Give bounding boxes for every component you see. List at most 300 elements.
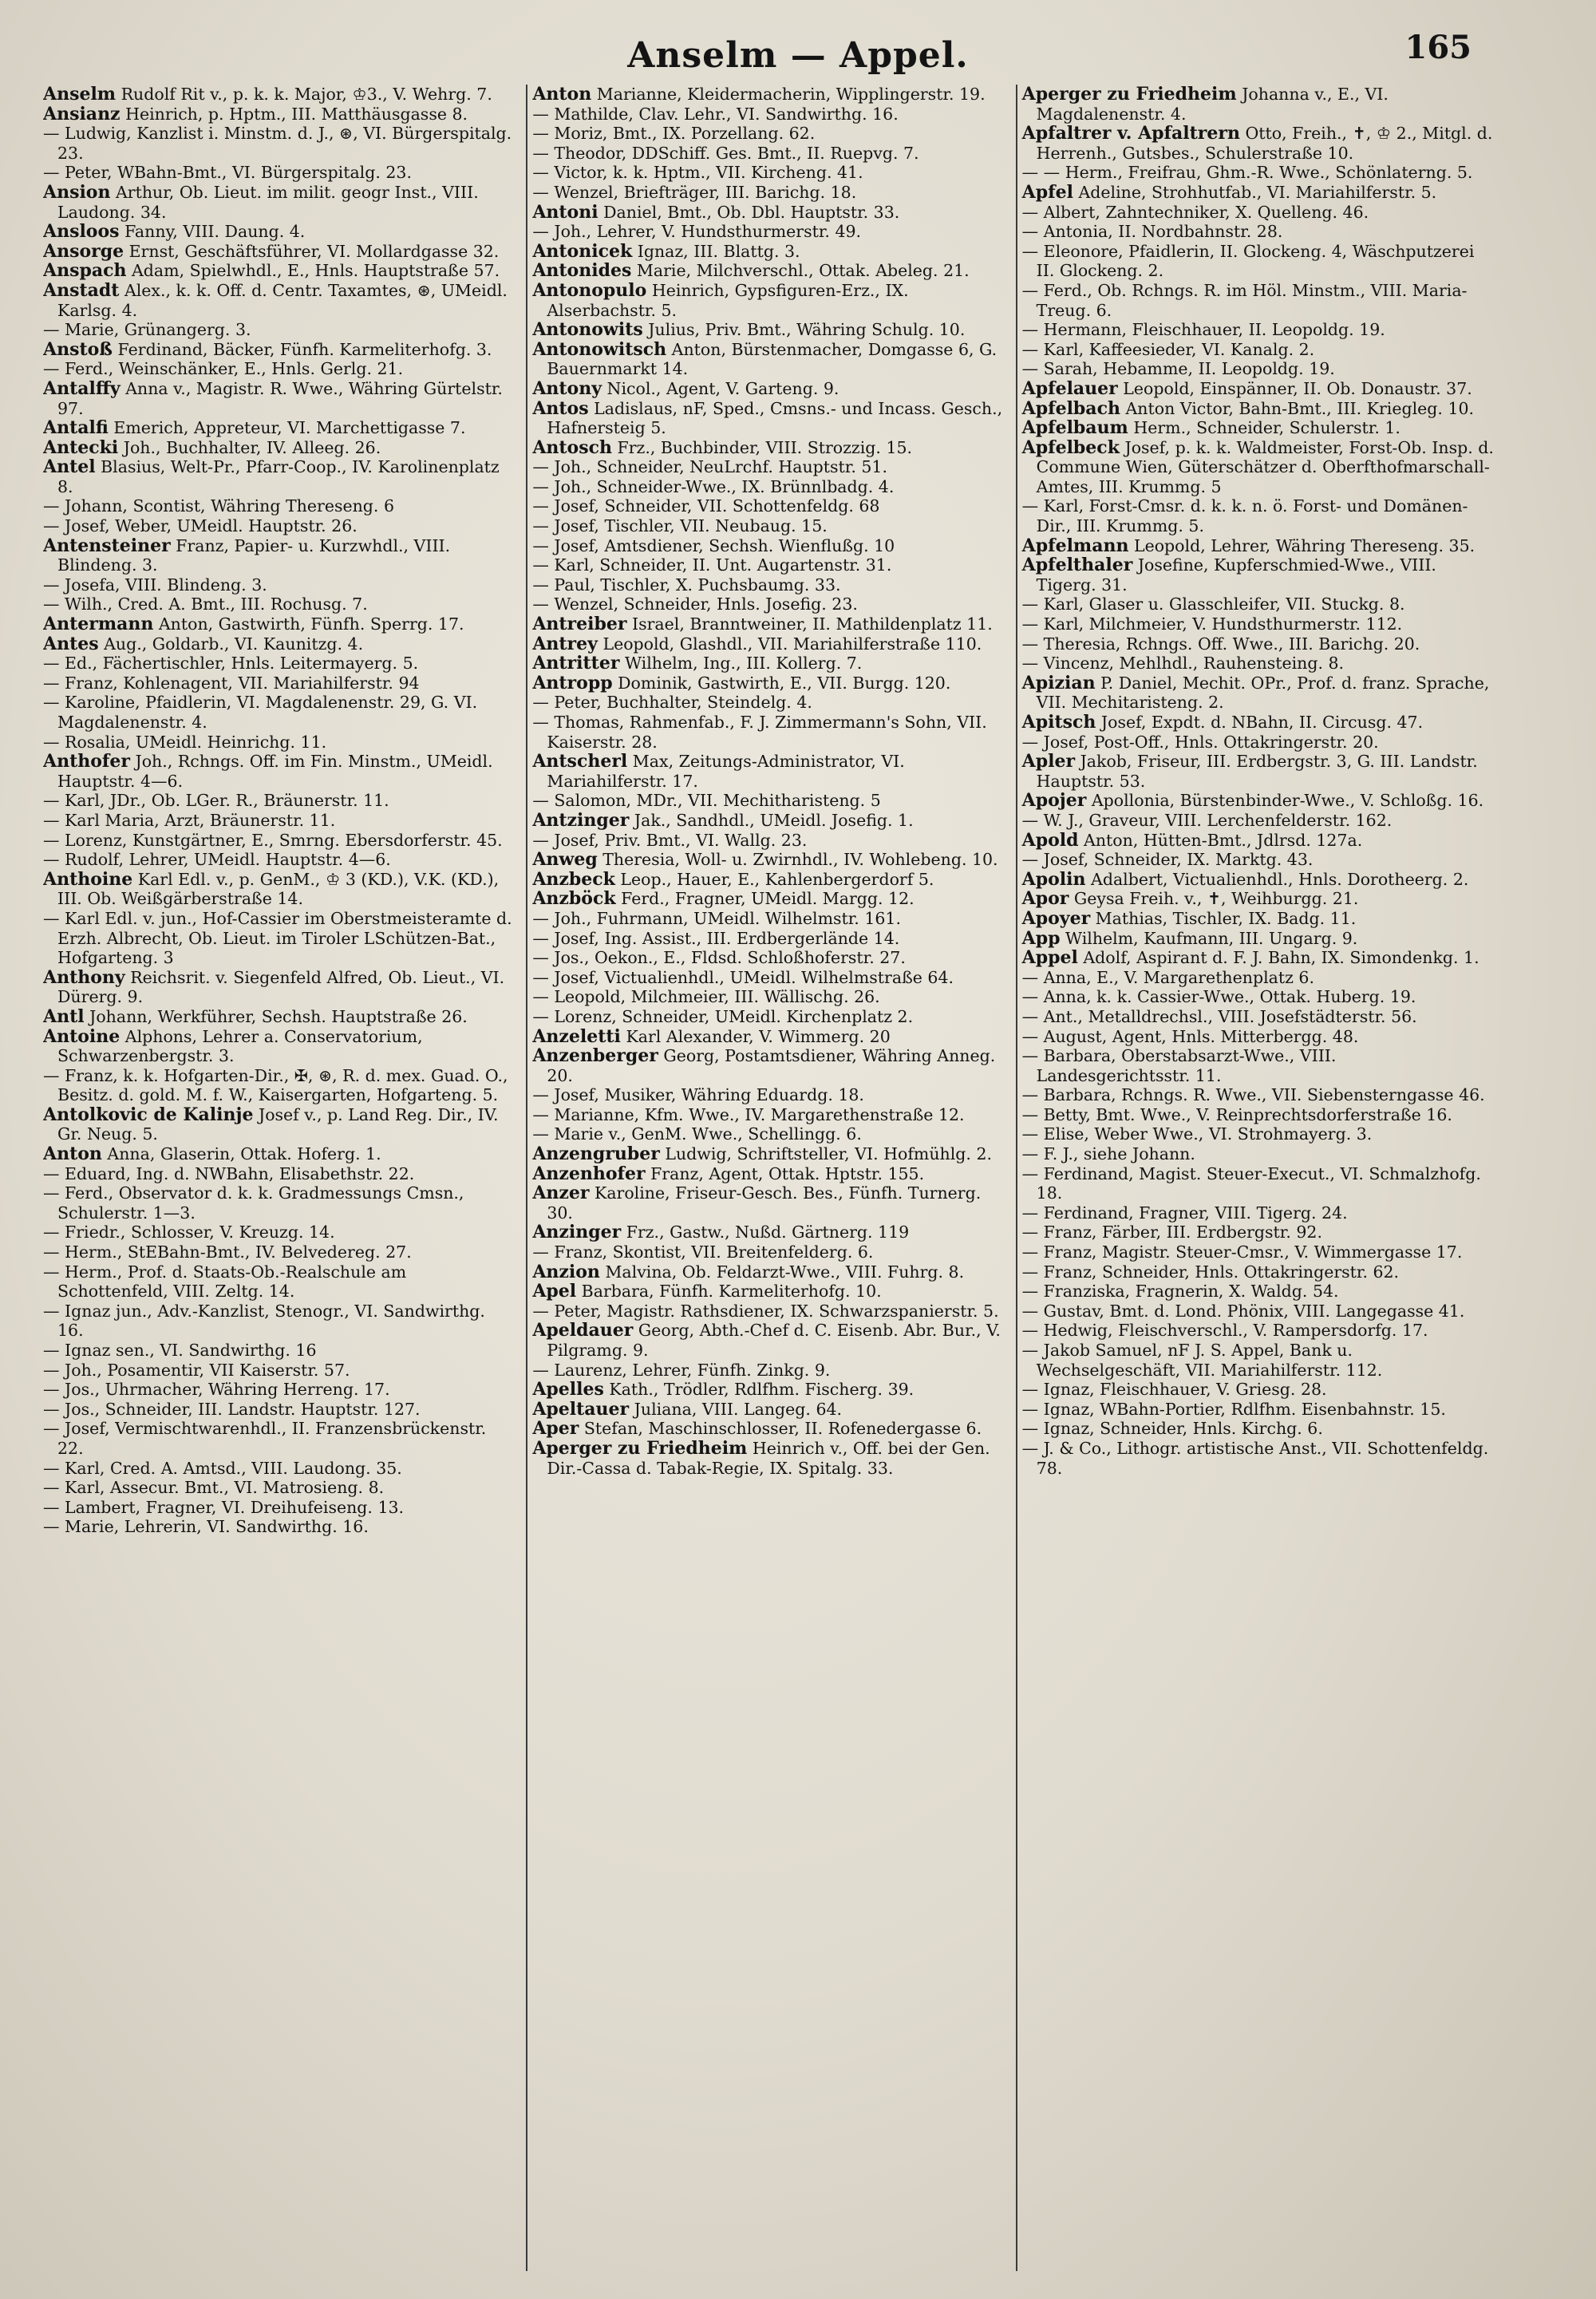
entry-surname: Antes — [43, 633, 99, 654]
directory-entry — [532, 752, 1004, 791]
entry-details: Nicol., Agent, V. Garteng. 9. — [602, 378, 839, 398]
directory-entry — [43, 1262, 515, 1302]
directory-entry — [43, 1183, 515, 1223]
entry-surname: Ansion — [43, 181, 111, 203]
entry-details: Frz., Gastw., Nußd. Gärtnerg. 119 — [621, 1223, 910, 1242]
entry-surname: Anthofer — [43, 751, 130, 772]
entry-details: — Hedwig, Fleischverschl., V. Rampersdorfg. 17. — [1021, 1321, 1428, 1341]
directory-entry — [43, 1459, 515, 1479]
entry-details: Otto, Freih., ✝, ♔ 2., Mitgl. d. Herrenh., Gutsbes., Schulerstraße 10. — [1036, 124, 1493, 163]
entry-details: Joh., Buchhalter, IV. Alleeg. 26. — [118, 437, 381, 457]
entry-surname: Ansorge — [43, 240, 124, 262]
directory-entry — [43, 1164, 515, 1184]
directory-entry — [1022, 948, 1494, 968]
entry-details: Dominik, Gastwirth, E., VII. Burgg. 120. — [612, 673, 951, 693]
page-header — [0, 27, 1596, 83]
entry-details: — Ferdinand, Fragner, VIII. Tigerg. 24. — [1021, 1203, 1348, 1223]
entry-details: Wilhelm, Ing., III. Kollerg. 7. — [619, 654, 863, 674]
entry-details: — Karl Edl. v. jun., Hof-Cassier im Oberstmeisteramte d. Erzh. Albrecht, Ob. Lieut. im Tiroler LSchützen-Bat., Hofgarteng. 3 — [43, 908, 512, 968]
entry-details: — Anna, E., V. Margarethenplatz 6. — [1021, 967, 1314, 987]
entry-surname: Antl — [43, 1005, 85, 1027]
directory-entry — [1022, 595, 1494, 614]
directory-entry — [532, 516, 1004, 536]
entry-details: Leopold, Glashdl., VII. Mariahilferstraße 110. — [597, 634, 982, 654]
entry-details: Geysa Freih. v., ✝, Weihburgg. 21. — [1069, 889, 1359, 909]
directory-entry — [532, 1262, 1004, 1282]
directory-entry — [43, 320, 515, 340]
entry-details: — Karl Maria, Arzt, Bräunerstr. 11. — [43, 810, 336, 830]
directory-entry — [1022, 929, 1494, 949]
directory-entry — [532, 105, 1004, 124]
entry-details: — Jos., Uhrmacher, Währing Herreng. 17. — [43, 1380, 390, 1400]
directory-entry — [1022, 850, 1494, 870]
directory-entry — [43, 1498, 515, 1518]
directory-entry — [43, 968, 515, 1007]
directory-entry — [43, 614, 515, 634]
directory-entry — [43, 438, 515, 458]
directory-entry — [1022, 1105, 1494, 1125]
directory-entry — [43, 536, 515, 575]
directory-entry — [1022, 1302, 1494, 1321]
entry-surname: Antalffy — [43, 377, 120, 399]
entry-details: Ludwig, Schriftsteller, VI. Hofmühlg. 2. — [659, 1144, 993, 1164]
directory-entry — [532, 968, 1004, 988]
entry-details: Franz, Agent, Ottak. Hptstr. 155. — [645, 1163, 925, 1183]
directory-entry — [532, 536, 1004, 556]
entry-details: — Franziska, Fragnerin, X. Waldg. 54. — [1021, 1282, 1339, 1302]
directory-entry — [532, 595, 1004, 614]
entry-details: Barbara, Fünfh. Karmeliterhofg. 10. — [576, 1282, 882, 1302]
directory-entry — [1022, 124, 1494, 163]
entry-details: — Karl, Assecur. Bmt., VI. Matrosieng. 8. — [43, 1478, 385, 1498]
directory-entry — [43, 634, 515, 654]
entry-details: Franz, Papier- u. Kurzwhdl., VIII. Blindeng. 3. — [57, 535, 451, 575]
directory-entry — [43, 909, 515, 968]
entry-surname: Apfaltrer v. Apfaltrern — [1021, 123, 1240, 144]
entry-details: — Ludwig, Kanzlist i. Minstm. d. J., ⊛, VI. Bürgerspitalg. 23. — [43, 124, 512, 163]
directory-entry — [1022, 379, 1494, 399]
entry-surname: Anzenhofer — [532, 1163, 646, 1184]
entry-details: — Ignaz sen., VI. Sandwirthg. 16 — [43, 1341, 317, 1360]
entry-details: — Franz, Skontist, VII. Breitenfelderg. 6. — [532, 1242, 874, 1262]
directory-entry — [43, 575, 515, 595]
entry-surname: Apfelbeck — [1021, 436, 1120, 458]
entry-details: Johanna v., E., VI. Magdalenenstr. 4. — [1036, 85, 1389, 124]
entry-details: Leop., Hauer, E., Kahlenbergerdorf 5. — [614, 869, 934, 889]
directory-entry — [532, 457, 1004, 477]
directory-entry — [532, 203, 1004, 223]
entry-details: Ignaz, III. Blattg. 3. — [632, 241, 800, 261]
directory-entry — [1022, 85, 1494, 124]
entry-details: — Thomas, Rahmenfab., F. J. Zimmermann's Sohn, VII. Kaiserstr. 28. — [532, 713, 987, 752]
entry-details: — Wenzel, Briefträger, III. Barichg. 18. — [532, 182, 857, 202]
entry-details: Heinrich, Gypsfiguren-Erz., IX. Alserbachstr. 5. — [547, 280, 909, 320]
directory-entry — [43, 1380, 515, 1400]
entry-details: — Wilh., Cred. A. Bmt., III. Rochusg. 7. — [43, 595, 368, 614]
entry-details: — Peter, Buchhalter, Steindelg. 4. — [532, 693, 812, 713]
directory-entry — [1022, 1164, 1494, 1203]
entry-surname: Anzengruber — [532, 1144, 660, 1165]
entry-surname: Apitsch — [1021, 712, 1096, 733]
entry-details: — Josefa, VIII. Blindeng. 3. — [43, 575, 267, 595]
entry-surname: Ansloos — [43, 221, 120, 243]
directory-entry — [1022, 1439, 1494, 1478]
directory-entry — [532, 438, 1004, 458]
directory-entry — [43, 163, 515, 183]
directory-entry — [532, 379, 1004, 399]
directory-entry — [43, 1066, 515, 1105]
entry-details: Emerich, Appreteur, VI. Marchettigasse 7. — [108, 418, 466, 438]
entry-details: — Lorenz, Schneider, UMeidl. Kirchenplatz 2. — [532, 1006, 914, 1026]
entry-details: — Ignaz, WBahn-Portier, Rdlfhm. Eisenbahnstr. 15. — [1021, 1399, 1446, 1419]
directory-entry — [532, 320, 1004, 340]
entry-details: Rudolf Rit v., p. k. k. Major, ♔3., V. Wehrg. 7. — [116, 85, 492, 104]
directory-entry — [532, 242, 1004, 262]
directory-entry — [1022, 614, 1494, 634]
directory-entry — [1022, 418, 1494, 438]
entry-details: — Joh., Schneider, NeuLrchf. Hauptstr. 51. — [532, 457, 887, 477]
entry-details: Georg, Postamtsdiener, Währing Anneg. 20. — [547, 1046, 996, 1085]
entry-details: — Karl, Cred. A. Amtsd., VIII. Laudong. 35. — [43, 1458, 402, 1478]
directory-entry — [43, 418, 515, 438]
directory-entry — [532, 1400, 1004, 1420]
entry-details: — Josef, Priv. Bmt., VI. Wallg. 23. — [532, 830, 808, 850]
directory-entry — [532, 1183, 1004, 1223]
entry-details: Karl Edl. v., p. GenM., ♔ 3 (KD.), V.K. (KD.), III. Ob. Weißgärberstraße 14. — [57, 869, 500, 909]
entry-details: Alphons, Lehrer a. Conservatorium, Schwarzenbergstr. 3. — [57, 1026, 423, 1066]
directory-entry — [1022, 438, 1494, 497]
entry-surname: Antosch — [532, 436, 613, 458]
entry-details: — Ferd., Weinschänker, E., Hnls. Gerlg. 21. — [43, 359, 404, 379]
entry-details: Ernst, Geschäftsführer, VI. Mollardgasse 32. — [124, 241, 500, 261]
entry-details: Anton, Bürstenmacher, Domgasse 6, G. Bauernmarkt 14. — [547, 339, 998, 379]
entry-surname: Antonopulo — [532, 279, 647, 301]
directory-entry — [532, 1302, 1004, 1321]
directory-entry — [43, 85, 515, 105]
directory-entry — [532, 340, 1004, 379]
entry-details: — Ignaz, Schneider, Hnls. Kirchg. 6. — [1021, 1419, 1323, 1439]
entry-surname: Antzinger — [532, 809, 630, 831]
entry-surname: Apfelmann — [1021, 535, 1129, 556]
directory-entry — [1022, 1223, 1494, 1242]
entry-surname: Antreiber — [532, 614, 627, 635]
entry-details: — Marianne, Kfm. Wwe., IV. Margarethenstraße 12. — [532, 1104, 965, 1124]
entry-details: — Albert, Zahntechniker, X. Quelleng. 46. — [1021, 202, 1369, 222]
entry-surname: Apelles — [532, 1379, 604, 1400]
directory-entry — [532, 183, 1004, 203]
entry-surname: Antony — [532, 377, 602, 399]
entry-details: — Karl, JDr., Ob. LGer. R., Bräunerstr. 11. — [43, 791, 389, 811]
directory-entry — [532, 1164, 1004, 1184]
directory-entry — [1022, 1262, 1494, 1282]
directory-entry — [532, 144, 1004, 164]
entry-details: Josef, Expdt. d. NBahn, II. Circusg. 47. — [1096, 713, 1424, 732]
directory-entry — [43, 359, 515, 379]
entry-surname: Anthony — [43, 966, 125, 988]
entry-details: — F. J., siehe Johann. — [1021, 1144, 1195, 1164]
directory-entry — [532, 909, 1004, 929]
entry-details: — Johann, Scontist, Währing Thereseng. 6 — [43, 496, 394, 516]
directory-entry — [1022, 987, 1494, 1007]
directory-entry — [532, 654, 1004, 674]
entry-details: — Antonia, II. Nordbahnstr. 28. — [1021, 222, 1283, 242]
directory-entry — [43, 752, 515, 791]
directory-entry — [43, 1007, 515, 1027]
entry-details: Aug., Goldarb., VI. Kaunitzg. 4. — [98, 634, 364, 654]
entry-details: Johann, Werkführer, Sechsh. Hauptstraße 26. — [84, 1006, 468, 1026]
entry-surname: Apfelthaler — [1021, 555, 1133, 576]
entry-details: — Joh., Lehrer, V. Hundsthurmerstr. 49. — [532, 222, 862, 242]
directory-entry — [43, 595, 515, 614]
directory-entry — [1022, 1144, 1494, 1164]
directory-entry — [1022, 203, 1494, 223]
entry-details: Adalbert, Victualienhdl., Hnls. Dorotheerg. 2. — [1085, 869, 1469, 889]
entry-details: — Karl, Milchmeier, V. Hundsthurmerstr. 112. — [1021, 614, 1403, 634]
column-right — [1016, 85, 1497, 2271]
entry-details: — Laurenz, Lehrer, Fünfh. Zinkg. 9. — [532, 1360, 831, 1380]
entry-surname: Antoine — [43, 1025, 120, 1047]
entry-details: Leopold, Einspänner, II. Ob. Donaustr. 37. — [1117, 378, 1472, 398]
entry-details: Fanny, VIII. Daung. 4. — [119, 222, 306, 242]
column-left — [43, 85, 518, 2271]
entry-details: — Leopold, Milchmeier, III. Wällischg. 26. — [532, 987, 880, 1007]
entry-details: Reichsrit. v. Siegenfeld Alfred, Ob. Lieut., VI. Dürerg. 9. — [57, 967, 505, 1007]
directory-entry — [532, 713, 1004, 752]
entry-details: Heinrich v., Off. bei der Gen. Dir.-Cassa d. Tabak-Regie, IX. Spitalg. 33. — [547, 1438, 990, 1478]
directory-entry — [1022, 968, 1494, 988]
directory-entry — [43, 516, 515, 536]
entry-details: — Eleonore, Pfaidlerin, II. Glockeng. 4, Wäschputzerei II. Glockeng. 2. — [1021, 241, 1475, 281]
entry-details: — Franz, Färber, III. Erdbergstr. 92. — [1021, 1223, 1322, 1242]
directory-entry — [532, 870, 1004, 890]
entry-details: — Josef, Post-Off., Hnls. Ottakringerstr. 20. — [1021, 732, 1379, 752]
entry-details: — Karoline, Pfaidlerin, VI. Magdalenenstr. 29, G. VI. Magdalenenstr. 4. — [43, 693, 478, 732]
directory-entry — [43, 1419, 515, 1458]
entry-details: Marie, Milchverschl., Ottak. Abeleg. 21. — [631, 261, 970, 281]
entry-details: Adam, Spielwhdl., E., Hnls. Hauptstraße 57. — [126, 261, 500, 281]
entry-details: — Ignaz jun., Adv.-Kanzlist, Stenogr., VI. Sandwirthg. 16. — [43, 1301, 485, 1341]
entry-surname: Antecki — [43, 436, 119, 458]
entry-details: — Peter, Magistr. Rathsdiener, IX. Schwarzspanierstr. 5. — [532, 1301, 999, 1321]
running-title: Anselm — Appel. — [627, 35, 969, 76]
entry-surname: Anzion — [532, 1261, 600, 1282]
directory-entry — [43, 674, 515, 693]
directory-entry — [43, 242, 515, 262]
directory-entry — [43, 1478, 515, 1498]
directory-entry — [1022, 674, 1494, 713]
directory-entry — [43, 1144, 515, 1164]
directory-entry — [1022, 496, 1494, 535]
entry-details: — Rosalia, UMeidl. Heinrichg. 11. — [43, 732, 327, 752]
entry-details: Anton Victor, Bahn-Bmt., III. Kriegleg. 10. — [1120, 398, 1475, 418]
directory-entry — [43, 1400, 515, 1420]
entry-surname: Anton — [43, 1144, 102, 1165]
entry-surname: Antolkovic de Kalinje — [43, 1104, 254, 1125]
entry-details: — Salomon, MDr., VII. Mechitharisteng. 5 — [532, 791, 881, 811]
entry-details: — J. & Co., Lithogr. artistische Anst., VII. Schottenfeldg. 78. — [1021, 1438, 1489, 1478]
directory-entry — [43, 791, 515, 811]
entry-details: — Josef, Weber, UMeidl. Hauptstr. 26. — [43, 516, 358, 536]
directory-entry — [532, 1439, 1004, 1478]
directory-entry — [532, 791, 1004, 811]
entry-surname: Anzenberger — [532, 1045, 658, 1067]
entry-surname: Anzbeck — [532, 868, 615, 890]
entry-details: — Sarah, Hebamme, II. Leopoldg. 19. — [1021, 359, 1335, 379]
entry-details: Daniel, Bmt., Ob. Dbl. Hauptstr. 33. — [598, 202, 900, 222]
entry-details: — Theresia, Rchngs. Off. Wwe., III. Barichg. 20. — [1021, 634, 1420, 654]
entry-surname: App — [1021, 927, 1061, 949]
entry-details: — Mathilde, Clav. Lehr., VI. Sandwirthg. 16. — [532, 104, 899, 124]
entry-surname: Apfelauer — [1021, 377, 1118, 399]
entry-details: Karoline, Friseur-Gesch. Bes., Fünfh. Turnerg. 30. — [547, 1183, 982, 1223]
entry-details: Theresia, Woll- u. Zwirnhdl., IV. Wohlebeng. 10. — [597, 850, 998, 870]
entry-details: — Friedr., Schlosser, V. Kreuzg. 14. — [43, 1223, 335, 1242]
entry-details: — Vincenz, Mehlhdl., Rauhensteing. 8. — [1021, 654, 1345, 674]
entry-details: Jakob, Friseur, III. Erdbergstr. 3, G. III. Landstr. Hauptstr. 53. — [1036, 752, 1478, 791]
entry-details: — Franz, Magistr. Steuer-Cmsr., V. Wimmergasse 17. — [1021, 1242, 1463, 1262]
directory-entry — [1022, 733, 1494, 753]
directory-entry — [532, 555, 1004, 575]
directory-entry — [1022, 399, 1494, 419]
directory-entry — [532, 1027, 1004, 1047]
entry-details: — Rudolf, Lehrer, UMeidl. Hauptstr. 4—6. — [43, 850, 391, 870]
directory-entry — [43, 693, 515, 732]
directory-entry — [1022, 281, 1494, 320]
directory-entry — [532, 281, 1004, 320]
entry-details: — Franz, Schneider, Hnls. Ottakringerstr. 62. — [1021, 1262, 1400, 1282]
directory-entry — [43, 496, 515, 516]
entry-surname: Anstoß — [43, 338, 113, 360]
directory-entry — [532, 477, 1004, 497]
directory-entry — [1022, 183, 1494, 203]
entry-surname: Antonowits — [532, 319, 643, 341]
entry-details: Alex., k. k. Off. d. Centr. Taxamtes, ⊛, UMeidl. Karlsg. 4. — [57, 280, 508, 320]
entry-details: — Marie, Lehrerin, VI. Sandwirthg. 16. — [43, 1517, 369, 1537]
entry-details: — Karl, Glaser u. Glasschleifer, VII. Stuckg. 8. — [1021, 595, 1405, 614]
entry-details: — Anna, k. k. Cassier-Wwe., Ottak. Huberg. 19. — [1021, 987, 1416, 1007]
directory-entry — [532, 1124, 1004, 1144]
directory-entry — [532, 850, 1004, 870]
entry-details: — Joh., Posamentir, VII Kaiserstr. 57. — [43, 1360, 350, 1380]
entry-details: Ferdinand, Bäcker, Fünfh. Karmeliterhofg. 3. — [113, 339, 492, 359]
entry-surname: Antonicek — [532, 240, 633, 262]
directory-entry — [1022, 752, 1494, 791]
entry-details: — August, Agent, Hnls. Mitterbergg. 48. — [1021, 1026, 1359, 1046]
directory-entry — [532, 693, 1004, 713]
entry-details: Stefan, Maschinschlosser, II. Rofenedergasse 6. — [579, 1419, 982, 1439]
entry-details: Jak., Sandhdl., UMeidl. Josefig. 1. — [629, 810, 914, 830]
entry-surname: Apoyer — [1021, 907, 1091, 929]
entry-details: Blasius, Welt-Pr., Pfarr-Coop., IV. Karolinenplatz 8. — [57, 457, 500, 496]
directory-entry — [532, 399, 1004, 438]
entry-surname: Apel — [532, 1281, 577, 1302]
entry-surname: Antonides — [532, 260, 632, 282]
entry-details: — Karl, Forst-Cmsr. d. k. k. n. ö. Forst- und Domänen-Dir., III. Krummg. 5. — [1021, 496, 1468, 536]
entry-surname: Aper — [532, 1418, 579, 1440]
entry-surname: Apler — [1021, 751, 1076, 772]
directory-entry — [532, 1105, 1004, 1125]
entry-details: — Joh., Schneider-Wwe., IX. Brünnlbadg. 4. — [532, 476, 895, 496]
entry-details: — Jakob Samuel, nF J. S. Appel, Bank u. Wechselgeschäft, VII. Mariahilferstr. 112. — [1021, 1341, 1383, 1380]
directory-entry — [1022, 1419, 1494, 1439]
directory-entry — [532, 1085, 1004, 1105]
entry-details: — Elise, Weber Wwe., VI. Strohmayerg. 3. — [1021, 1124, 1373, 1144]
directory-entry — [43, 105, 515, 124]
entry-surname: Anthoine — [43, 868, 133, 890]
directory-entry — [532, 987, 1004, 1007]
entry-details: — Marie v., GenM. Wwe., Schellingg. 6. — [532, 1124, 862, 1144]
entry-details: — Barbara, Oberstabsarzt-Wwe., VIII. Landesgerichtsstr. 11. — [1021, 1046, 1337, 1085]
entry-details: Ladislaus, nF, Sped., Cmsns.- und Incass. Gesch., Hafnersteig 5. — [547, 398, 1003, 438]
entry-details: — Josef, Victualienhdl., UMeidl. Wilhelmstraße 64. — [532, 967, 954, 987]
entry-details: — Moriz, Bmt., IX. Porzellang. 62. — [532, 124, 816, 144]
directory-entry — [532, 948, 1004, 968]
entry-details: P. Daniel, Mechit. OPr., Prof. d. franz. Sprache, VII. Mechitaristeng. 2. — [1036, 673, 1490, 713]
entry-surname: Appel — [1021, 947, 1078, 969]
entry-surname: Apfelbaum — [1021, 417, 1128, 439]
entry-details: — Josef, Schneider, VII. Schottenfeldg. 68 — [532, 496, 880, 516]
entry-surname: Apeldauer — [532, 1320, 634, 1341]
directory-entry — [1022, 1282, 1494, 1302]
entry-surname: Antscherl — [532, 751, 628, 772]
entry-details: — Ignaz, Fleischhauer, V. Griesg. 28. — [1021, 1380, 1327, 1400]
directory-entry — [43, 1027, 515, 1066]
entry-surname: Antermann — [43, 614, 154, 635]
entry-details: Anna, Glaserin, Ottak. Hoferg. 1. — [101, 1144, 381, 1164]
entry-surname: Antritter — [532, 653, 620, 674]
directory-entry — [1022, 163, 1494, 183]
entry-details: — Hermann, Fleischhauer, II. Leopoldg. 19. — [1021, 320, 1385, 340]
directory-entry — [43, 124, 515, 163]
entry-surname: Anzer — [532, 1183, 590, 1204]
directory-entry — [43, 1223, 515, 1242]
entry-details: Ferd., Fragner, UMeidl. Margg. 12. — [615, 889, 915, 909]
entry-details: — Josef, Tischler, VII. Neubaug. 15. — [532, 516, 828, 536]
entry-details: — Josef, Amtsdiener, Sechsh. Wienflußg. 10 — [532, 535, 895, 555]
directory-entry — [43, 1242, 515, 1262]
entry-details: — Betty, Bmt. Wwe., V. Reinprechtsdorferstraße 16. — [1021, 1104, 1452, 1124]
entry-details: Josef v., p. Land Reg. Dir., IV. Gr. Neug. 5. — [57, 1104, 499, 1144]
entry-surname: Antrey — [532, 633, 598, 654]
entry-details: Juliana, VIII. Langeg. 64. — [629, 1399, 843, 1419]
entry-details: — Jos., Schneider, III. Landstr. Hauptstr. 127. — [43, 1399, 421, 1419]
entry-details: — Peter, WBahn-Bmt., VI. Bürgerspitalg. 23. — [43, 163, 412, 183]
entry-surname: Anton — [532, 85, 592, 105]
directory-entry — [532, 1282, 1004, 1302]
entry-details: — Gustav, Bmt. d. Lond. Phönix, VIII. Langegasse 41. — [1021, 1301, 1465, 1321]
entry-details: — Franz, Kohlenagent, VII. Mariahilferstr. 94 — [43, 673, 420, 693]
entry-details: — Paul, Tischler, X. Puchsbaumg. 33. — [532, 575, 841, 595]
directory-entry — [532, 889, 1004, 909]
entry-surname: Anzböck — [532, 888, 616, 910]
directory-entry — [1022, 1400, 1494, 1420]
directory-entry — [43, 281, 515, 320]
directory-entry — [1022, 909, 1494, 929]
directory-entry — [532, 1007, 1004, 1027]
directory-entry — [532, 929, 1004, 949]
directory-entry — [1022, 1321, 1494, 1341]
entry-details: Apollonia, Bürstenbinder-Wwe., V. Schloßg. 16. — [1086, 791, 1484, 811]
entry-surname: Antensteiner — [43, 535, 171, 556]
directory-entry — [532, 614, 1004, 634]
directory-entry — [1022, 1242, 1494, 1262]
entry-details: Leopold, Lehrer, Währing Thereseng. 35. — [1128, 535, 1476, 555]
directory-entry — [43, 457, 515, 496]
directory-entry — [1022, 1203, 1494, 1223]
entry-details: Karl Alexander, V. Wimmerg. 20 — [620, 1026, 891, 1046]
directory-entry — [532, 1046, 1004, 1085]
entry-details: — Lorenz, Kunstgärtner, E., Smrng. Ebersdorferstr. 45. — [43, 830, 503, 850]
